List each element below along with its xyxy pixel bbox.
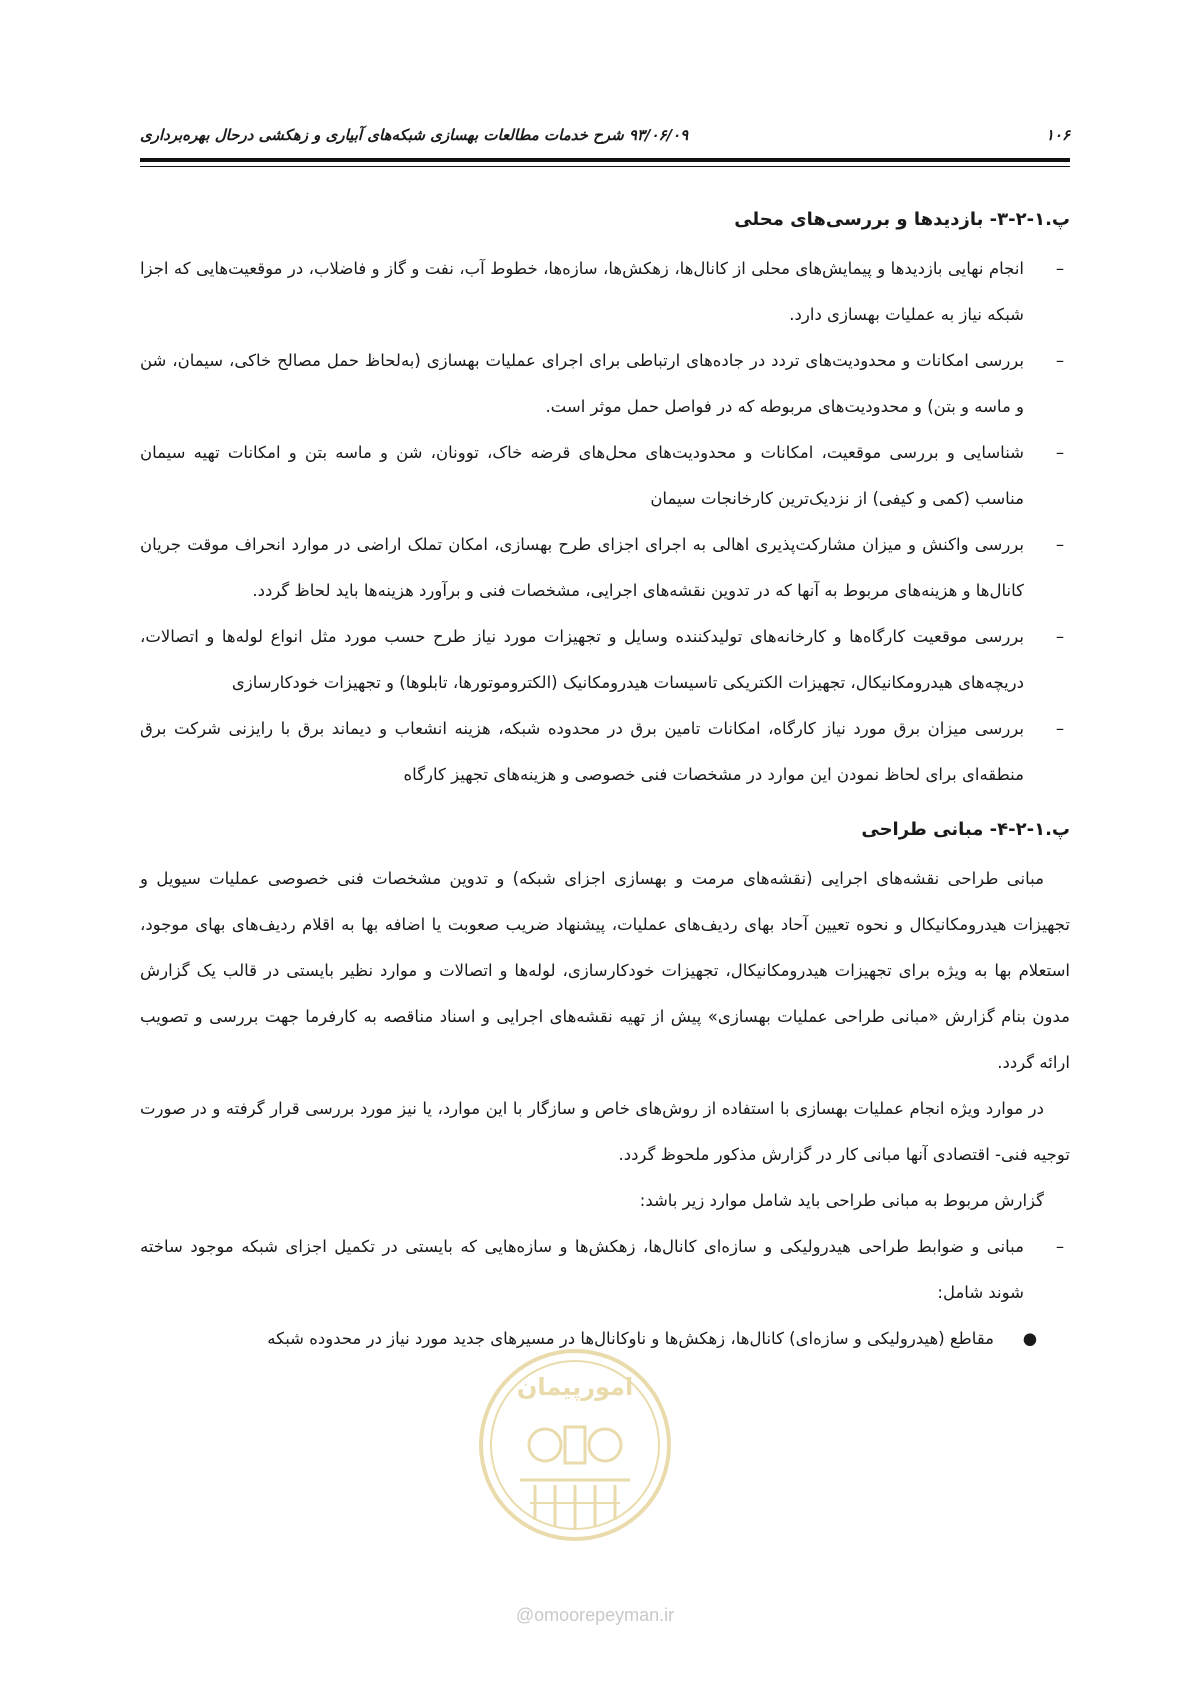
page-content: [140, 200, 1070, 1362]
dash-marker: –: [1055, 259, 1065, 278]
site-visits-list: [140, 246, 1070, 798]
page-header: [140, 126, 1070, 144]
dash-marker: –: [1055, 535, 1065, 554]
page-number: ۱۰۶: [1045, 126, 1070, 144]
bullet-marker: ●: [1022, 1329, 1038, 1348]
paragraph: مبانی طراحی نقشه‌های اجرایی (نقشه‌های مرمت و بهسازی اجزای شبکه) و تدوین مشخصات فنی خصوصی عملیات سیویل و تجهیزات هیدرومکانیکال و نحوه تعیین آحاد بهای ردیف‌های عملیات، پیشنهاد ضریب صعوبت یا اضافه بها به اقلام ردیف‌های بهای موجود، استعلام بها به ویژه برای تجهیزات هیدرومکانیکال، تجهیزات خودکارسازی، لوله‌ها و اتصالات و موارد نظیر بایستی در قالب یک گزارش مدون بنام گزارش «مبانی طراحی عملیات بهسازی» پیش از تهیه نقشه‌های اجرایی و اسناد مناقصه به کارفرما جهت بررسی و تصویب ارائه گردد.: [140, 869, 1070, 1072]
header-title: ۹۳/۰۶/۰۹ شرح خدمات مطالعات بهسازی شبکه‌های آبیاری و زهکشی درحال بهره‌برداری: [140, 126, 689, 144]
section-heading-site-visits: پ.۱-۲-۳- بازدیدها و بررسی‌های محلی: [734, 209, 1070, 230]
list-item: – بررسی واکنش و میزان مشارکت‌پذیری اهالی به اجرای اجزای طرح بهسازی، امکان تملک اراضی در موارد انحراف موقت جریان کانال‌ها و هزینه‌های مربوط به آنها که در تدوین نقشه‌های اجرایی، مشخصات فنی و برآورد هزینه‌ها باید لحاظ گردد.: [140, 522, 1070, 614]
section-heading-design-basis: پ.۱-۲-۴- مبانی طراحی: [861, 819, 1070, 840]
list-item: – شناسایی و بررسی موقعیت، امکانات و محدودیت‌های محل‌های قرضه خاک، توونان، شن و ماسه بتن و امکانات تهیه سیمان مناسب (کمی و کیفی) از نزدیک‌ترین کارخانجات سیمان: [140, 430, 1070, 522]
list-item: – انجام نهایی بازدیدها و پیمایش‌های محلی از کانال‌ها، زهکش‌ها، سازه‌ها، خطوط آب، نفت و گاز و فاضلاب، در موقعیت‌هایی که اجزا شبکه نیاز به عملیات بهسازی دارد.: [140, 246, 1070, 338]
list-item: – مبانی و ضوابط طراحی هیدرولیکی و سازه‌ای کانال‌ها، زهکش‌ها و سازه‌هایی که بایستی در تکمیل اجزای شبکه موجود ساخته شوند شامل:: [140, 1224, 1070, 1316]
list-item: – بررسی امکانات و محدودیت‌های تردد در جاده‌های ارتباطی برای اجرای عملیات بهسازی (به‌لحاظ حمل مصالح خاکی، سیمان، شن و ماسه و بتن) و محدودیت‌های مربوطه که در فواصل حمل موثر است.: [140, 338, 1070, 430]
list-item: ● مقاطع (هیدرولیکی و سازه‌ای) کانال‌ها، زهکش‌ها و ناوکانال‌ها در مسیرهای جدید مورد نیاز در محدوده شبکه: [140, 1316, 1070, 1362]
dash-marker: –: [1055, 443, 1065, 462]
paragraph: در موارد ویژه انجام عملیات بهسازی با استفاده از روش‌های خاص و سازگار با این موارد، یا نیز مورد بررسی قرار گرفته و در صورت توجیه فنی- اقتصادی آنها مبانی کار در گزارش مذکور ملحوظ گردد.: [140, 1099, 1070, 1164]
watermark-seal-icon: [475, 1345, 675, 1545]
header-rule-thin: [140, 166, 1070, 167]
list-item: – بررسی میزان برق مورد نیاز کارگاه، امکانات تامین برق در محدوده شبکه، هزینه انشعاب و دیماند برق با رایزنی شرکت برق منطقه‌ای برای لحاظ نمودن این موارد در مشخصات فنی خصوصی و هزینه‌های تجهیز کارگاه: [140, 706, 1070, 798]
design-basis-list: [140, 1224, 1070, 1316]
dash-marker: –: [1055, 351, 1065, 370]
watermark-text: امورپیمان: [516, 1373, 634, 1401]
header-rule-thick: [140, 158, 1070, 162]
dash-marker: –: [1055, 1237, 1065, 1256]
footer-url: @omoorepeyman.ir: [515, 1605, 675, 1625]
dash-marker: –: [1055, 627, 1065, 646]
dash-marker: –: [1055, 719, 1065, 738]
list-item: – بررسی موقعیت کارگاه‌ها و کارخانه‌های تولیدکننده وسایل و تجهیزات مورد نیاز طرح حسب مورد مثل انواع لوله‌ها و اتصالات، دریچه‌های هیدرومکانیکال، تجهیزات الکتریکی تاسیسات هیدرومکانیک (الکتروموتورها، تابلوها) و تجهیزات خودکارسازی: [140, 614, 1070, 706]
paragraph: گزارش مربوط به مبانی طراحی باید شامل موارد زیر باشد:: [639, 1191, 1044, 1210]
